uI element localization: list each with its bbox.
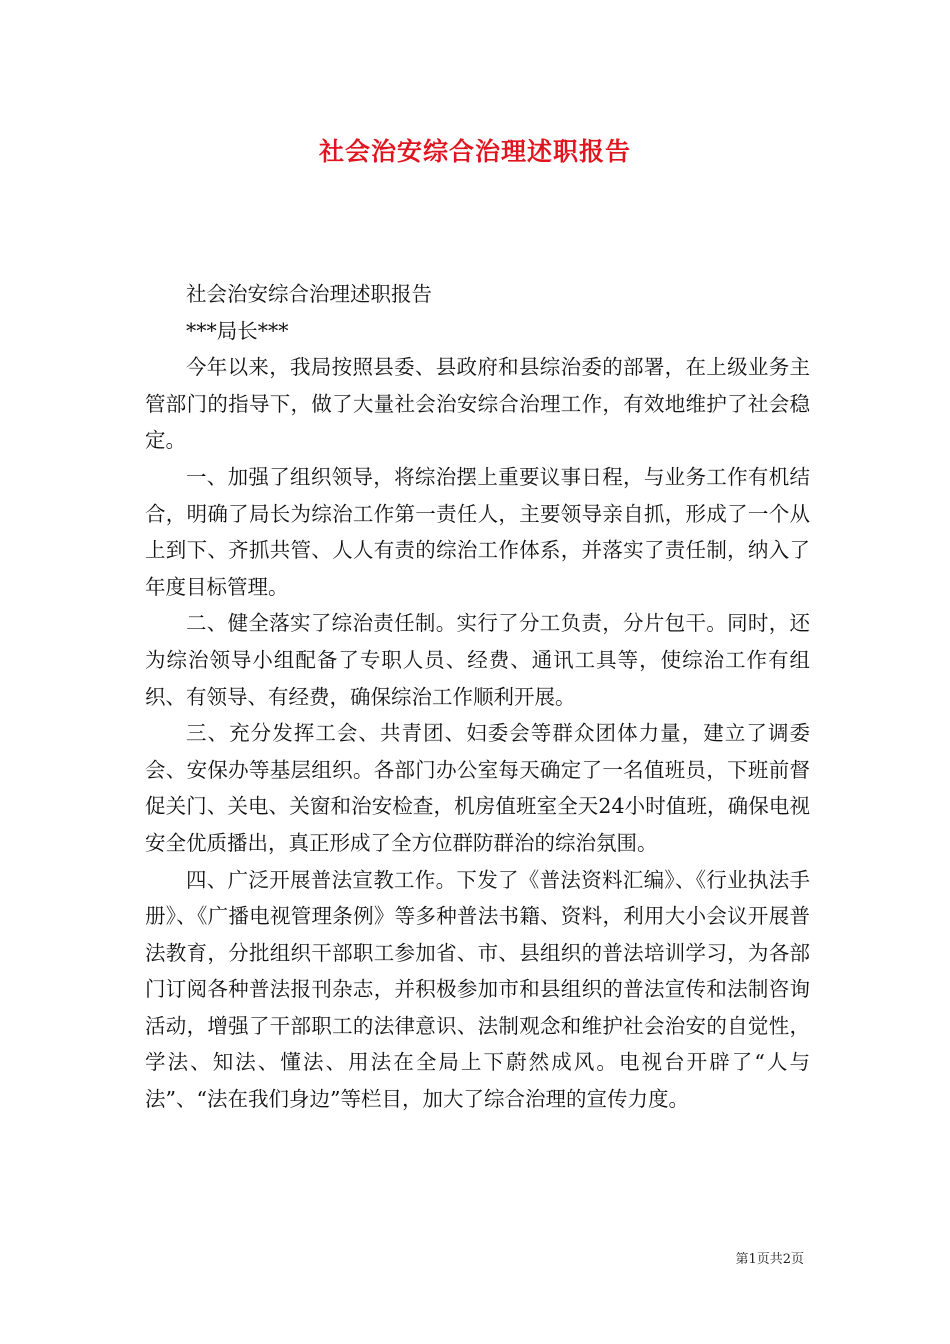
paragraph-4: 四、广泛开展普法宣教工作。下发了《普法资料汇编》、《行业执法手册》、《广播电视管理条例》等多种普法书籍、资料，利用大小会议开展普法教育，分批组织干部职工参加省、市、县组织的普法培训学习，为各部门订阅各种普法报刊杂志，并积极参加市和县组织的普法宣传和法制咨询活动，增强了干部职工的法律意识、法制观念和维护社会治安的自觉性，学法、知法、懂法、用法在全局上下蔚然成风。电视台开辟了“人与法”、“法在我们身边”等栏目，加大了综合治理的宣传力度。: [145, 867, 810, 1112]
report-author: ***局长***: [186, 318, 289, 343]
paragraph-2: 二、健全落实了综治责任制。实行了分工负责，分片包干。同时，还为综治领导小组配备了专职人员、经费、通讯工具等，使综治工作有组织、有领导、有经费，确保综治工作顺利开展。: [145, 611, 810, 709]
page-title: 社会治安综合治理述职报告: [318, 137, 631, 166]
report-heading: 社会治安综合治理述职报告: [186, 282, 432, 306]
paragraph-intro: 今年以来，我局按照县委、县政府和县综治委的部署，在上级业务主管部门的指导下，做了大量社会治安综合治理工作，有效地维护了社会稳定。: [145, 355, 810, 453]
page-number: 第1页共2页: [735, 1252, 804, 1267]
paragraph-1: 一、加强了组织领导，将综治摆上重要议事日程，与业务工作有机结合，明确了局长为综治工作第一责任人，主要领导亲自抓，形成了一个从上到下、齐抓共管、人人有责的综治工作体系，并落实了责任制，纳入了年度目标管理。: [145, 464, 810, 599]
document-body: [145, 276, 810, 1118]
paragraph-3: 三、充分发挥工会、共青团、妇委会等群众团体力量，建立了调委会、安保办等基层组织。各部门办公室每天确定了一名值班员，下班前督促关门、关电、关窗和治安检查，机房值班室全天24小时值班，确保电视安全优质播出，真正形成了全方位群防群治的综治氛围。: [145, 721, 810, 855]
